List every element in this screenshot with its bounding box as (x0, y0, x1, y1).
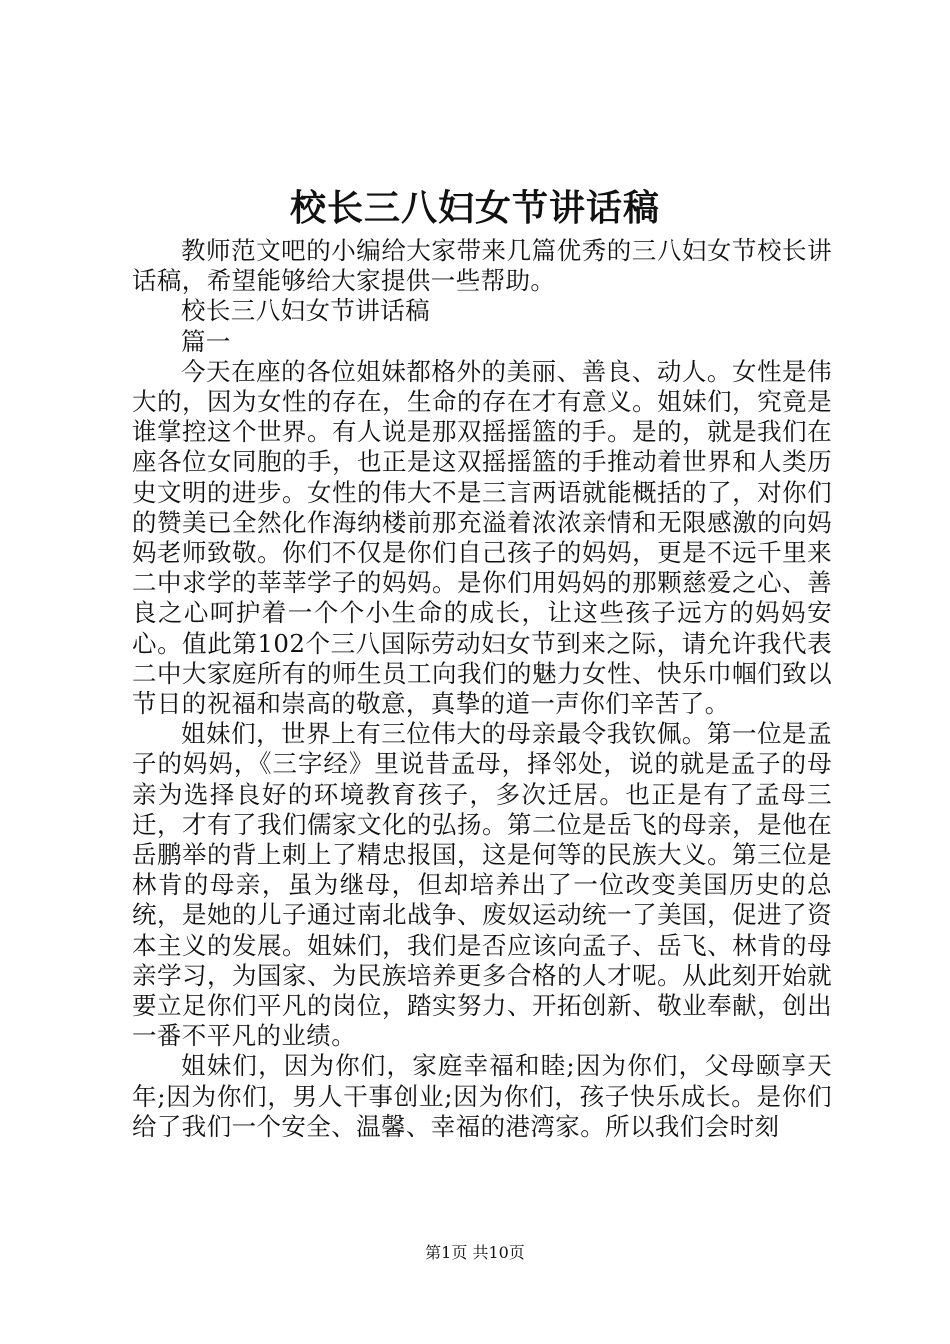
paragraph-section-label: 篇一 (181, 326, 231, 356)
paragraph-body-1: 今天在座的各位姐妹都格外的美丽、善良、动人。女性是伟大的，因为女性的存在，生命的存在才有意义。姐妹们，究竟是谁掌控这个世界。有人说是那双摇摇篮的手。是的，就是我们在座各位女同胞的手，也正是这双摇摇篮的手推动着世界和人类历史文明的进步。女性的伟大不是三言两语就能概括的了，对你们的赞美已全然化作海纳楼前那充溢着浓浓亲情和无限感激的向妈妈老师致敬。你们不仅是你们自己孩子的妈妈，更是不远千里来二中求学的莘莘学子的妈妈。是你们用妈妈的那颗慈爱之心、善良之心呵护着一个个小生命的成长，让这些孩子远方的妈妈安心。值此第102个三八国际劳动妇女节到来之际，请允许我代表二中大家庭所有的师生员工向我们的魅力女性、快乐巾帼们致以节日的祝福和崇高的敬意，真挚的道一声你们辛苦了。 (132, 356, 832, 719)
paragraph-subtitle: 校长三八妇女节讲话稿 (181, 296, 430, 326)
document-body (132, 236, 832, 1142)
paragraph-body-2: 姐妹们，世界上有三位伟大的母亲最令我钦佩。第一位是孟子的妈妈，《三字经》里说昔孟母，择邻处，说的就是孟子的母亲为选择良好的环境教育孩子，多次迁居。也正是有了孟母三迁，才有了我们儒家文化的弘扬。第二位是岳飞的母亲，是他在岳鹏举的背上刺上了精忠报国，这是何等的民族大义。第三位是林肯的母亲，虽为继母，但却培养出了一位改变美国历史的总统，是她的儿子通过南北战争、废奴运动统一了美国，促进了资本主义的发展。姐妹们，我们是否应该向孟子、岳飞、林肯的母亲学习，为国家、为民族培养更多合格的人才呢。从此刻开始就要立足你们平凡的岗位，踏实努力、开拓创新、敬业奉献，创出一番不平凡的业绩。 (132, 719, 832, 1051)
paragraph-intro: 教师范文吧的小编给大家带来几篇优秀的三八妇女节校长讲话稿，希望能够给大家提供一些帮助。 (132, 236, 832, 296)
page-number-footer: 第1页 共10页 (425, 1243, 525, 1262)
document-title: 校长三八妇女节讲话稿 (289, 187, 660, 229)
paragraph-body-3: 姐妹们，因为你们，家庭幸福和睦;因为你们，父母颐享天年;因为你们，男人干事创业;因为你们，孩子快乐成长。是你们给了我们一个安全、温馨、幸福的港湾家。所以我们会时刻 (132, 1051, 832, 1141)
